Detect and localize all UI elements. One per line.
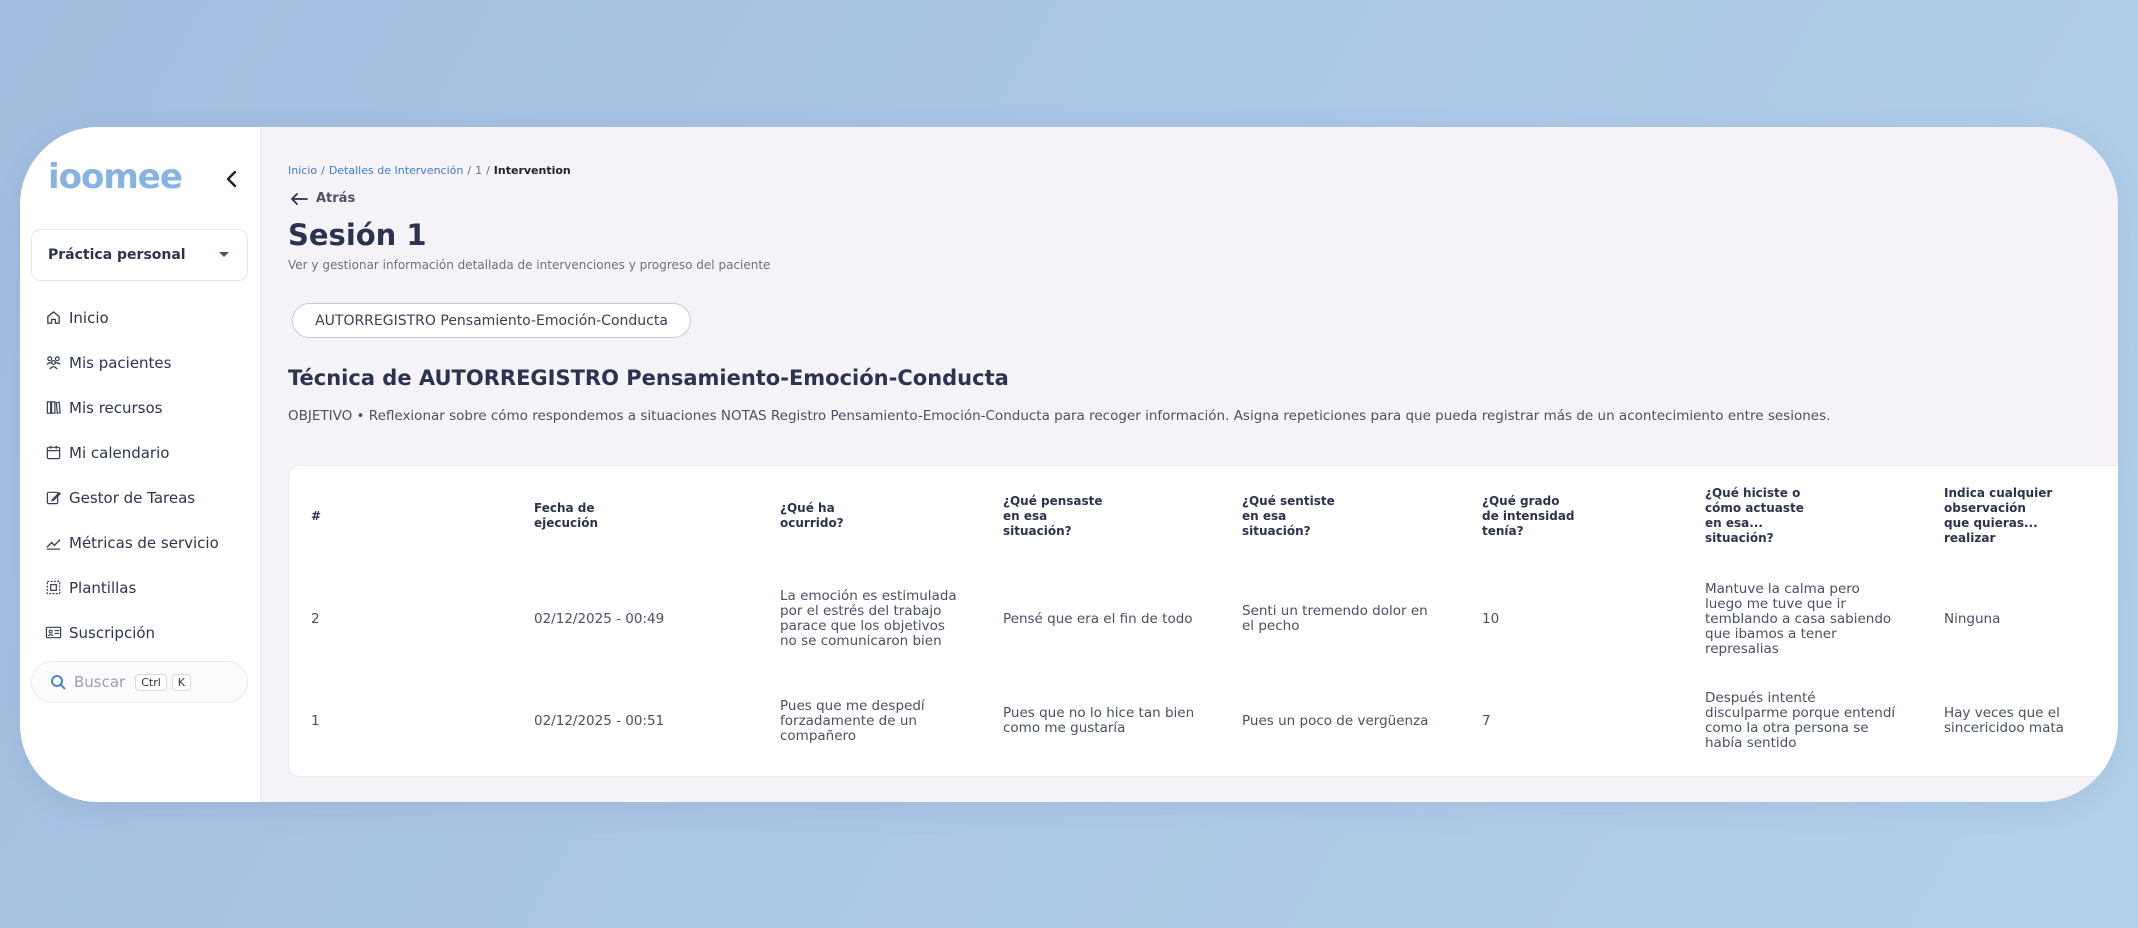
cell-line: 2 (311, 610, 320, 627)
cell-line: # (311, 508, 322, 523)
books-icon (45, 399, 62, 416)
practice-label: Práctica personal (48, 247, 186, 263)
table-cell (1705, 582, 1891, 657)
table-header-cell (780, 501, 844, 531)
cell-line: Hay veces que el (1944, 705, 2060, 721)
arrow-left-icon (290, 192, 308, 206)
app-window (20, 127, 2118, 802)
sidebar-item-metricas-de-servicio[interactable] (31, 520, 248, 565)
table-cell (311, 714, 320, 729)
chevron-left-icon (220, 167, 244, 191)
cell-line: Pues un poco de vergüenza (1242, 712, 1429, 729)
sidebar-item-inicio[interactable] (31, 295, 248, 340)
sidebar-item-mis-pacientes[interactable] (31, 340, 248, 385)
page-subtitle: Ver y gestionar información detallada de intervenciones y progreso del paciente (288, 258, 771, 272)
shortcut-ctrl-key: Ctrl (135, 674, 167, 691)
breadcrumb-detalles[interactable]: Detalles de Intervención (328, 164, 464, 177)
technique-title: Técnica de AUTORREGISTRO Pensamiento-Emoción-Conducta (288, 366, 1009, 390)
sidebar-item-gestor-de-tareas[interactable] (31, 475, 248, 520)
cell-line: de intensidad (1482, 508, 1575, 523)
calendar-icon (45, 444, 62, 461)
cell-line: observación (1944, 501, 2026, 515)
cell-line: Ninguna (1944, 610, 2001, 627)
sidebar-item-suscripcion[interactable] (31, 610, 248, 655)
sidebar-item-label: Inicio (69, 308, 109, 327)
cell-line: 02/12/2025 - 00:49 (534, 610, 665, 627)
records-table (288, 465, 2118, 777)
cell-line: como me gustaría (1003, 720, 1126, 736)
table-cell (1003, 612, 1193, 627)
practice-selector[interactable] (31, 229, 248, 281)
breadcrumb-separator: / (486, 164, 490, 177)
table-cell (534, 612, 664, 627)
breadcrumb-inicio[interactable]: Inicio (288, 164, 318, 177)
table-cell (1003, 706, 1194, 736)
cell-line: 7 (1482, 712, 1491, 729)
cell-line: que ibamos a tener (1705, 625, 1837, 642)
breadcrumb-separator: / (321, 164, 325, 177)
table-cell (1482, 714, 1491, 729)
back-button[interactable] (290, 191, 355, 206)
cell-line: temblando a casa sabiendo (1705, 610, 1892, 627)
cell-line: Fecha de (534, 501, 595, 515)
cell-line: ¿Qué pensaste (1003, 493, 1103, 508)
table-header-cell (1944, 486, 2052, 546)
cell-line: Pues que me despedí (780, 697, 925, 714)
cell-line: situación? (1705, 531, 1774, 545)
table-cell (1242, 604, 1428, 634)
sidebar-item-label: Suscripción (69, 623, 156, 642)
sidebar-item-label: Mis pacientes (69, 353, 172, 372)
cell-line: situación? (1242, 523, 1311, 538)
sidebar-item-label: Mis recursos (69, 398, 163, 417)
cell-line: ocurrido? (780, 516, 844, 530)
table-cell (780, 699, 925, 744)
cell-line: en esa (1242, 508, 1287, 523)
cell-line: en esa (1003, 508, 1048, 523)
cell-line: Senti un tremendo dolor en (1242, 603, 1428, 619)
logo-text: ioomee (48, 157, 182, 197)
edit-icon (45, 489, 62, 506)
cell-line: realizar (1944, 531, 1996, 545)
sidebar-item-label: Gestor de Tareas (69, 488, 196, 507)
cell-line: compañero (780, 727, 857, 744)
table-header-cell (1242, 494, 1335, 539)
cell-line: no se comunicaron bien (780, 633, 942, 649)
cell-line: que quieras... (1944, 516, 2038, 530)
cell-line: como la otra persona se (1705, 720, 1869, 736)
table-cell (534, 714, 664, 729)
cell-line: ¿Qué grado (1482, 493, 1560, 508)
table-cell (311, 612, 320, 627)
search-placeholder: Buscar (74, 673, 126, 691)
cell-line: Mantuve la calma pero (1705, 580, 1860, 597)
cell-line: Después intenté (1705, 690, 1816, 706)
cell-line: ejecución (534, 516, 599, 530)
home-icon (45, 309, 62, 326)
logo (48, 159, 182, 195)
cell-line: ¿Qué hiciste o (1705, 486, 1801, 500)
back-label: Atrás (316, 191, 356, 206)
search-input[interactable] (31, 661, 248, 703)
cell-line: La emoción es estimulada (780, 588, 957, 604)
page-title: Sesión 1 (288, 218, 427, 252)
cell-line: 1 (311, 712, 320, 729)
cell-line: cómo actuaste (1705, 501, 1804, 515)
table-cell (1705, 691, 1895, 751)
table-cell (1482, 612, 1499, 627)
main-content (288, 127, 2118, 802)
cell-line: forzadamente de un (780, 712, 917, 729)
cell-line: ¿Qué ha (780, 501, 835, 515)
cell-line: Pues que no lo hice tan bien (1003, 705, 1195, 721)
cell-line: sincericidoo mata (1944, 720, 2064, 736)
table-cell (1944, 706, 2064, 736)
cell-line: había sentido (1705, 735, 1797, 751)
search-icon (50, 674, 66, 690)
table-header-cell (534, 501, 598, 531)
technique-chip[interactable]: AUTORREGISTRO Pensamiento-Emoción-Conducta (292, 303, 691, 338)
sidebar-item-label: Mi calendario (69, 443, 170, 462)
table-cell (780, 589, 957, 649)
cell-line: parace que los objetivos (780, 618, 945, 634)
cell-line: 02/12/2025 - 00:51 (534, 712, 665, 729)
technique-objective: OBJETIVO • Reflexionar sobre cómo respondemos a situaciones NOTAS Registro Pensamiento-Emoción-Conducta para recoger información. Asigna repeticiones para que pueda registrar más de un acontecimiento entre sesiones. (288, 408, 1831, 424)
cell-line: por el estrés del trabajo (780, 603, 942, 619)
sidebar-nav (31, 295, 248, 655)
table-cell (1944, 612, 2000, 627)
cell-line: luego me tuve que ir (1705, 595, 1846, 612)
cell-line: 10 (1482, 610, 1500, 627)
cell-line: tenía? (1482, 523, 1524, 538)
chart-icon (45, 534, 62, 551)
sidebar-item-label: Plantillas (69, 578, 137, 597)
sidebar (20, 127, 261, 802)
cell-line: Pensé que era el fin de todo (1003, 610, 1193, 627)
sidebar-item-mi-calendario[interactable] (31, 430, 248, 475)
cell-line: disculparme porque entendí (1705, 705, 1896, 721)
sidebar-item-plantillas[interactable] (31, 565, 248, 610)
breadcrumb (288, 164, 571, 177)
sidebar-item-label: Métricas de servicio (69, 533, 219, 552)
id-card-icon (45, 624, 62, 641)
collapse-sidebar-button[interactable] (220, 167, 244, 191)
breadcrumb-id: 1 (475, 164, 483, 177)
cell-line: represalias (1705, 640, 1779, 657)
table-header-cell (1482, 494, 1575, 539)
cell-line: en esa... (1705, 516, 1763, 530)
breadcrumb-current: Intervention (493, 164, 571, 177)
caret-down-icon (217, 250, 231, 260)
table-header-cell (1705, 486, 1804, 546)
table-cell (1242, 714, 1428, 729)
cell-line: el pecho (1242, 618, 1300, 634)
sidebar-item-mis-recursos[interactable] (31, 385, 248, 430)
breadcrumb-separator: / (467, 164, 472, 177)
cell-line: ¿Qué sentiste (1242, 493, 1335, 508)
table-header-cell (1003, 494, 1103, 539)
cell-line: Indica cualquier (1944, 486, 2053, 500)
users-icon (45, 354, 62, 371)
cell-line: situación? (1003, 523, 1072, 538)
template-icon (45, 579, 62, 596)
table-header-cell (311, 509, 321, 524)
shortcut-k-key: K (172, 674, 191, 691)
